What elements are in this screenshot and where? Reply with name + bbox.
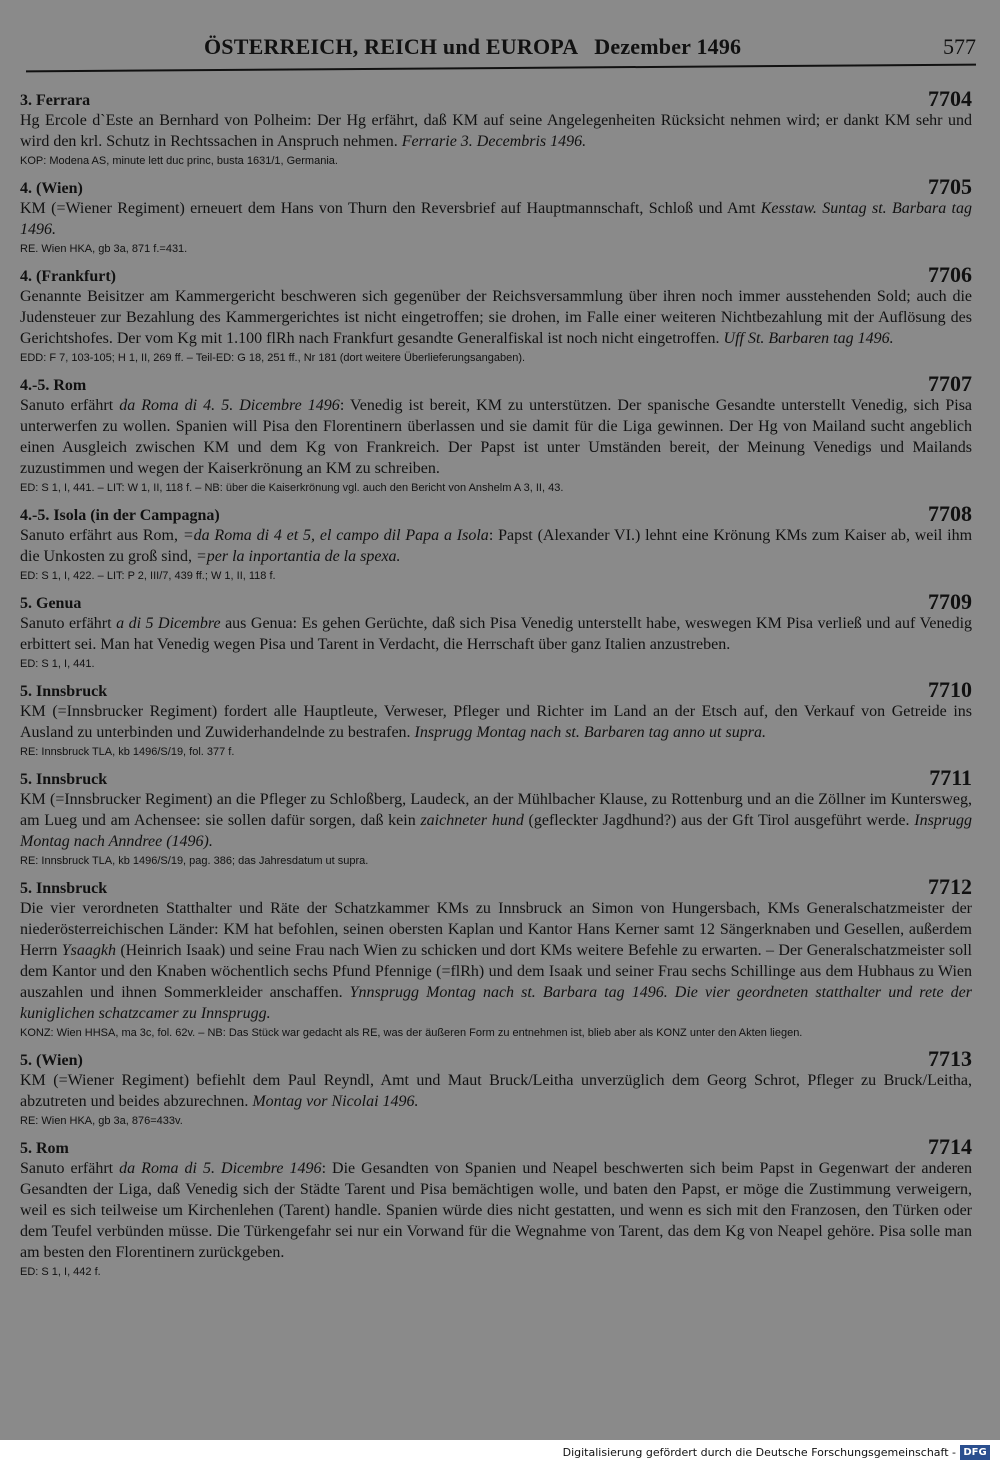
entry-text: KM (=Innsbrucker Regiment) fordert alle Hauptleute, Verweser, Pfleger und Richter im Land an der Etsch auf, den Verkauf von Getreide ins Ausland zu unterbinden und Zuwiderhandelnde zu bestrafen. Insprugg Montag nach st. Barbaren tag anno ut supra. — [20, 703, 972, 741]
running-title: ÖSTERREICH, REICH und EUROPA Dezember 1496 — [204, 34, 742, 59]
entry-date-place: 5. Innsbruck — [20, 880, 108, 897]
entry-date-place: 4.-5. Rom — [20, 377, 87, 394]
entry-date-place: 5. (Wien) — [20, 1052, 83, 1069]
entry-source: ED: S 1, I, 441. – LIT: W 1, II, 118 f. – NB: über die Kaiserkrönung vgl. auch den Bericht von Anshelm A 3, II, 43. — [20, 482, 564, 494]
entry-date-place: 4. (Wien) — [20, 180, 83, 197]
entry-date-place: 5. Genua — [20, 595, 82, 612]
entry-source: RE. Wien HKA, gb 3a, 871 f.=431. — [20, 243, 188, 255]
entry-text: KM (=Wiener Regiment) erneuert dem Hans von Thurn den Reversbrief auf Hauptmannschaft, Schloß und Amt Kesstaw. Suntag st. Barbara tag 1496. — [20, 200, 972, 238]
entry-source: EDD: F 7, 103-105; H 1, II, 269 ff. – Teil-ED: G 18, 251 ff., Nr 181 (dort weitere Überlieferungsangaben). — [20, 352, 526, 364]
entry-number: 7711 — [929, 765, 972, 790]
entry-number: 7708 — [928, 501, 972, 526]
page-header — [18, 30, 976, 66]
regest-entry — [20, 86, 972, 169]
regesta-list — [20, 86, 973, 1289]
entry-text: Sanuto erfährt aus Rom, =da Roma di 4 et 5, el campo dil Papa a Isola: Papst (Alexander VI.) lehnt eine Krönung KMs zum Kaiser ab, weil ihm die Unkosten zu groß sind, =per la inportantia de la spexa. — [20, 527, 973, 565]
entry-text: Sanuto erfährt a di 5 Dicembre aus Genua: Es gehen Gerüchte, daß sich Pisa Venedig unterstellt habe, weswegen KM Pisa verließ und auf Venedig erbittert sei. Man hat Venedig wegen Pisa und Tarent in Verdacht, die Herrschaft über ganz Italien anzustreben. — [20, 615, 973, 653]
entry-text: KM (=Innsbrucker Regiment) an die Pfleger zu Schloßberg, Laudeck, an der Mühlbacher Klause, zu Rottenburg und an die Zöllner im Kuntersweg, am Lueg und am Achensee: sie sollen dafür sorgen, daß kein zaichneter hund (gefleckter Jagdhund?) aus der Gft Tirol ausgeführt werde. Insprugg Montag nach Anndree (1496). — [20, 791, 973, 850]
regest-entry — [20, 262, 972, 366]
regest-entry — [20, 1046, 972, 1129]
regest-entry — [20, 874, 972, 1041]
entry-date-place: 4.-5. Isola (in der Campagna) — [20, 507, 220, 524]
entry-source: KONZ: Wien HHSA, ma 3c, fol. 62v. – NB: Das Stück war gedacht als RE, was der äußeren Form zu entnehmen ist, blieb aber als KONZ unter den Akten liegen. — [20, 1027, 803, 1039]
regest-entry — [20, 589, 973, 672]
entry-source: RE: Innsbruck TLA, kb 1496/S/19, pag. 386; das Jahresdatum ut supra. — [20, 855, 369, 867]
entry-text: Hg Ercole d`Este an Bernhard von Polheim: Der Hg erfährt, daß KM auf seine Angelegenheiten Rücksicht nehmen wird; er dankt KM sehr und wird den krl. Schutz in Rechtssachen in Anspruch nehmen. Ferrarie 3. Decembris 1496. — [20, 112, 972, 150]
entry-number: 7705 — [928, 174, 972, 199]
entry-date-place: 5. Innsbruck — [20, 771, 108, 788]
entry-date-place: 5. Innsbruck — [20, 683, 108, 700]
entry-source: RE: Innsbruck TLA, kb 1496/S/19, fol. 377 f. — [20, 746, 235, 758]
regest-entry — [20, 174, 972, 257]
entry-date-place: 4. (Frankfurt) — [20, 268, 116, 285]
regest-entry — [20, 501, 973, 584]
entry-number: 7709 — [928, 589, 972, 614]
header-rule — [26, 64, 976, 73]
entry-date-place: 3. Ferrara — [20, 92, 91, 109]
entry-number: 7712 — [928, 874, 972, 899]
entry-text: Die vier verordneten Statthalter und Räte der Schatzkammer KMs zu Innsbruck an Simon von Hungersbach, KMs Generalschatzmeister der niederösterreichischen Länder: KM hat befohlen, seinen obersten Kaplan und Kantor Hans Kerner samt 12 Sängerknaben und Gesellen, außerdem Herrn Ysaagkh (Heinrich Isaak) und seine Frau nach Wien zu schicken und dort KMs weitere Befehle zu erwarten. – Der Generalschatzmeister soll dem Kantor und den Knaben wöchentlich sechs Pfund Pfennige (=flRh) und dem Isaak und seiner Frau sechs Schillinge aus dem Hubhaus zu Wien auszahlen und ihnen Sommerkleider anschaffen. Ynnsprugg Montag nach st. Barbara tag 1496. Die vier geordneten statthalter und rete der kuniglichen schatzcamer zu Innsprugg. — [20, 900, 972, 1022]
entry-number: 7714 — [928, 1134, 972, 1159]
entry-number: 7710 — [928, 677, 972, 702]
footer-bar — [0, 1440, 1000, 1466]
entry-text: Genannte Beisitzer am Kammergericht beschweren sich gegenüber der Reichsversammlung über ihren noch immer ausstehenden Sold; auch die Judensteuer zur Bezahlung des Kammergerichtes ist nicht eingetroffen; sie drohen, im Falle einer weiteren Nichtbezahlung mit der Auflösung des Gerichtshofes. Der vom Kg mit 1.100 flRh nach Frankfurt gesandte Generalfiskal ist noch nicht eingetroffen. Uff St. Barbaren tag 1496. — [20, 288, 972, 347]
entry-source: RE: Wien HKA, gb 3a, 876=433v. — [20, 1115, 183, 1127]
entry-text: Sanuto erfährt da Roma di 4. 5. Dicembre 1496: Venedig ist bereit, KM zu unterstützen. Der spanische Gesandte unterstellt Venedig, sich Pisa unterwerfen zu wollen. Spanien will Pisa den Florentinern überlassen und sie damit für die Liga gewinnen. Der Hg von Mailand sucht angeblich einen Ausgleich zwischen KM und dem Kg von Frankreich. Der Papst ist unter Umständen bereit, der Meinung Venedigs und Mailands zuzustimmen und wegen der Kaiserkrönung an KM zu schreiben. — [20, 397, 973, 477]
regest-entry — [20, 765, 973, 869]
funding-notice: Digitalisierung gefördert durch die Deutsche Forschungsgemeinschaft - — [562, 1446, 956, 1459]
entry-number: 7707 — [928, 371, 972, 396]
entry-text: KM (=Wiener Regiment) befiehlt dem Paul Reyndl, Amt und Maut Bruck/Leitha unverzüglich dem Georg Schrot, Pfleger zu Bruck/Leitha, abzutreten und beides abzurechnen. Montag vor Nicolai 1496. — [20, 1072, 972, 1110]
regest-entry — [20, 677, 972, 760]
entry-source: ED: S 1, I, 422. – LIT: P 2, III/7, 439 ff.; W 1, II, 118 f. — [20, 570, 276, 582]
page-number: 577 — [943, 34, 976, 59]
entry-date-place: 5. Rom — [20, 1140, 69, 1157]
entry-number: 7713 — [928, 1046, 972, 1071]
entry-source: ED: S 1, I, 441. — [20, 658, 95, 670]
dfg-logo: DFG — [960, 1445, 990, 1460]
entry-source: KOP: Modena AS, minute lett duc princ, busta 1631/1, Germania. — [20, 155, 338, 167]
regest-entry — [20, 1134, 973, 1280]
entry-text: Sanuto erfährt da Roma di 5. Dicembre 1496: Die Gesandten von Spanien und Neapel beschwerten sich beim Papst in Gegenwart der anderen Gesandten der Liga, daß Venedig sich der Städte Tarent und Pisa bemächtigen wolle, und baten den Papst, er möge die Zustimmung verweigern, weil es sich teilweise um Kirchenlehen (Tarent) handle. Spanien würde dies nicht gestatten, und wenn es sich mit den Franzosen, den Türken oder dem Teufel verbünden müsse. Die Türkengefahr sei nur ein Vorwand für die Wegnahme von Tarent, das dem Kg von Neapel gehöre. Pisa solle man am besten den Florentinern zurückgeben. — [20, 1160, 973, 1261]
entry-source: ED: S 1, I, 442 f. — [20, 1266, 101, 1278]
entry-number: 7704 — [928, 86, 972, 111]
regest-entry — [20, 371, 973, 496]
entry-number: 7706 — [928, 262, 972, 287]
